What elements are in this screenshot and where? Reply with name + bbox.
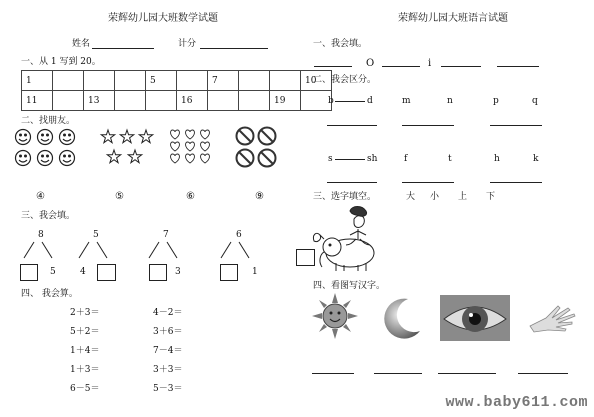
letter-k: k — [533, 154, 539, 164]
letter-p: p — [493, 96, 499, 106]
heart-icon-set — [171, 130, 210, 163]
letter-f: f — [404, 154, 408, 164]
answer-line[interactable] — [327, 125, 377, 126]
grid-cell[interactable] — [301, 91, 332, 111]
name-label: 姓名 — [72, 39, 91, 49]
math-q4-heading: 四、 我会算。 — [21, 289, 78, 299]
grid-cell[interactable] — [84, 71, 115, 91]
grid-cell[interactable]: 7 — [208, 71, 239, 91]
name-field[interactable] — [92, 48, 154, 49]
calc-item[interactable]: 2＋3＝ — [70, 308, 100, 318]
choice-xia: 下 — [486, 192, 496, 202]
letter-h: h — [494, 154, 500, 164]
grid-cell[interactable] — [270, 71, 301, 91]
score-field[interactable] — [200, 48, 268, 49]
grid-cell[interactable] — [53, 91, 84, 111]
number-circle-6: ⑥ — [186, 191, 195, 202]
language-title: 荣辉幼儿园大班语言试题 — [398, 13, 508, 24]
connector-line — [335, 159, 365, 160]
split-1-answer-box[interactable] — [20, 264, 38, 281]
choice-da: 大 — [406, 192, 416, 202]
answer-line[interactable] — [438, 373, 496, 374]
fill-blank[interactable] — [497, 66, 539, 67]
grid-cell[interactable]: 1 — [22, 71, 53, 91]
score-label: 计分 — [178, 39, 197, 49]
calc-item[interactable]: 3＋6＝ — [153, 327, 183, 337]
split-3-right: 3 — [175, 267, 181, 277]
connector-line — [335, 101, 365, 102]
grid-cell[interactable] — [239, 91, 270, 111]
smiley-faces-group — [14, 128, 80, 168]
math-q3-heading: 三、我会填。 — [21, 211, 76, 221]
calc-item[interactable]: 3＋3＝ — [153, 365, 183, 375]
math-title: 荣辉幼儿园大班数学试题 — [108, 13, 218, 24]
split-4-top: 6 — [236, 230, 242, 240]
sun-picture — [312, 293, 358, 339]
grid-row-2 — [22, 91, 332, 111]
grid-cell[interactable]: 13 — [84, 91, 115, 111]
child-on-elephant-illustration — [310, 205, 382, 273]
number-circle-5: ⑤ — [115, 191, 124, 202]
calc-item[interactable]: 6－5＝ — [70, 384, 100, 394]
choice-xiao: 小 — [430, 192, 440, 202]
grid-cell[interactable] — [208, 91, 239, 111]
answer-line[interactable] — [490, 182, 542, 183]
number-grid[interactable] — [21, 70, 332, 111]
moon-picture — [378, 295, 424, 341]
letter-b: b — [328, 96, 334, 106]
grid-cell[interactable] — [115, 91, 146, 111]
answer-line[interactable] — [518, 373, 568, 374]
split-4-right: 1 — [252, 267, 258, 277]
number-circle-9: ⑨ — [255, 191, 264, 202]
grid-cell[interactable] — [115, 71, 146, 91]
fill-blank[interactable] — [314, 66, 352, 67]
eye-picture — [440, 295, 510, 341]
prohibited-icon-set — [237, 128, 276, 167]
grid-cell[interactable]: 19 — [270, 91, 301, 111]
letter-n: n — [447, 96, 453, 106]
watermark: www.baby611.com — [445, 394, 588, 411]
split-4-answer-box[interactable] — [220, 264, 238, 281]
fill-letter-i: i — [428, 58, 432, 69]
calc-item[interactable]: 4－2＝ — [153, 308, 183, 318]
calc-item[interactable]: 1＋4＝ — [70, 346, 100, 356]
split-1-top: 8 — [38, 230, 44, 240]
hand-icon — [530, 306, 575, 332]
star-icon-group — [97, 128, 161, 168]
grid-cell[interactable]: 5 — [146, 71, 177, 91]
lang-q2-heading: 二、我会区分。 — [313, 75, 377, 85]
lang-q4-heading: 四、看图写汉字。 — [313, 281, 386, 291]
hand-picture — [528, 298, 578, 338]
letter-m: m — [402, 96, 411, 106]
answer-line[interactable] — [490, 125, 542, 126]
grid-cell[interactable] — [146, 91, 177, 111]
grid-cell[interactable] — [53, 71, 84, 91]
answer-line[interactable] — [327, 182, 377, 183]
fill-blank[interactable] — [382, 66, 420, 67]
lang-q3-heading: 三、选字填空。 — [313, 192, 377, 202]
letter-d: d — [367, 96, 373, 106]
letter-t: t — [448, 154, 452, 164]
heart-icon-group — [167, 128, 219, 168]
grid-cell[interactable]: 10 — [301, 71, 332, 91]
answer-line[interactable] — [402, 182, 454, 183]
lang-q1-heading: 一、我会填。 — [313, 39, 368, 49]
letter-sh: sh — [367, 154, 378, 164]
split-2-left: 4 — [80, 267, 86, 277]
choice-answer-box[interactable] — [296, 249, 315, 266]
choice-shang: 上 — [458, 192, 468, 202]
answer-line[interactable] — [312, 373, 354, 374]
split-1-right: 5 — [50, 267, 56, 277]
calc-item[interactable]: 1＋3＝ — [70, 365, 100, 375]
split-2-top: 5 — [93, 230, 99, 240]
smiley-icon-set — [16, 130, 75, 166]
split-2-answer-box[interactable] — [97, 264, 116, 281]
answer-line[interactable] — [402, 125, 454, 126]
fill-letter-o: O — [366, 58, 375, 69]
number-circle-4: ④ — [36, 191, 45, 202]
split-3-top: 7 — [163, 230, 169, 240]
grid-row-1 — [22, 71, 332, 91]
grid-cell[interactable] — [177, 71, 208, 91]
grid-cell[interactable]: 11 — [22, 91, 53, 111]
split-3-answer-box[interactable] — [149, 264, 167, 281]
sun-icon — [312, 293, 358, 339]
prohibited-sign-group — [234, 126, 280, 170]
math-q1-heading: 一、从 1 写到 20。 — [21, 57, 101, 67]
grid-cell[interactable] — [239, 71, 270, 91]
eye-icon — [440, 295, 510, 341]
fill-blank[interactable] — [441, 66, 481, 67]
answer-line[interactable] — [374, 373, 422, 374]
letter-q: q — [532, 96, 538, 106]
calc-item[interactable]: 5－3＝ — [153, 384, 183, 394]
letter-s: s — [328, 154, 333, 164]
grid-cell[interactable]: 16 — [177, 91, 208, 111]
calc-item[interactable]: 5＋2＝ — [70, 327, 100, 337]
star-icon-set — [101, 130, 152, 163]
calc-item[interactable]: 7－4＝ — [153, 346, 183, 356]
math-q2-heading: 二、找朋友。 — [21, 116, 76, 126]
